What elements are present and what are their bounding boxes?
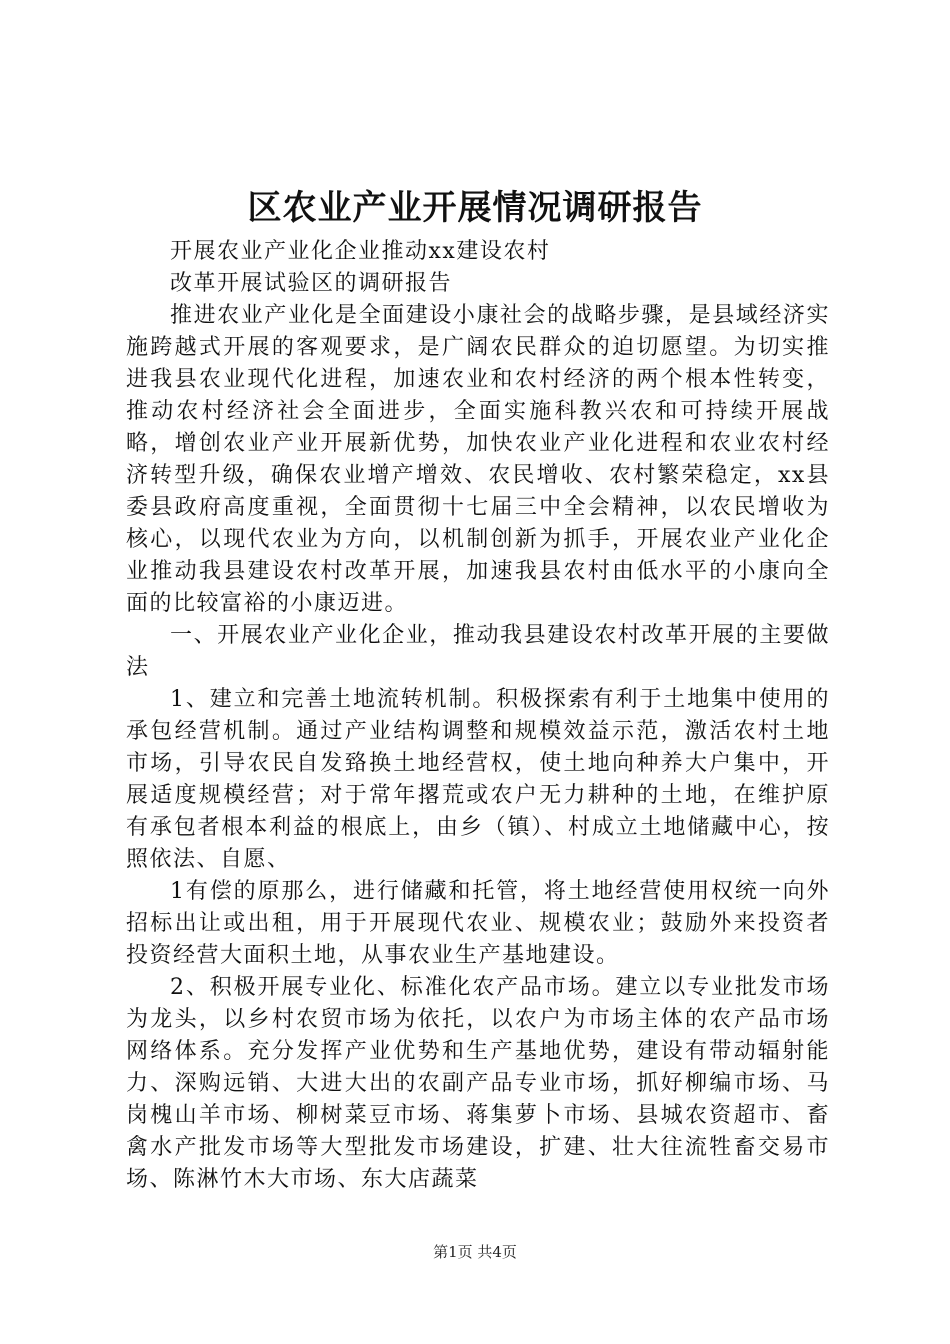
- document-title: 区农业产业开展情况调研报告: [247, 188, 703, 228]
- section-heading-1: 一、开展农业产业化企业，推动我县建设农村改革开展的主要做法: [126, 623, 830, 680]
- subtitle-line-1: 开展农业产业化企业推动xx建设农村: [170, 239, 551, 264]
- intro-paragraph: 推进农业产业化是全面建设小康社会的战略步骤，是县域经济实施跨越式开展的客观要求，是广阔农民群众的迫切愿望。为切实推进我县农业现代化进程，加速农业和农村经济的两个根本性转变，推动农村经济社会全面进步，全面实施科教兴农和可持续开展战略，增创农业产业开展新优势，加快农业产业化进程和农业农村经济转型升级，确保农业增产增效、农民增收、农村繁荣稳定，xx县委县政府高度重视，全面贯彻十七届三中全会精神，以农民增收为核心，以现代农业为方向，以机制创新为抓手，开展农业产业化企业推动我县建设农村改革开展，加速我县农村由低水平的小康向全面的比较富裕的小康迈进。: [126, 303, 830, 616]
- item-2-paragraph: 2、积极开展专业化、标准化农产品市场。建立以专业批发市场为龙头，以乡村农贸市场为依托，以农户为市场主体的农产品市场网络体系。充分发挥产业优势和生产基地优势，建设有带动辐射能力、深购远销、大进大出的农副产品专业市场，抓好柳编市场、马岗槐山羊市场、柳树菜豆市场、蒋集萝卜市场、县城农资超市、畜禽水产批发市场等大型批发市场建设，扩建、壮大往流牲畜交易市场、陈淋竹木大市场、东大店蔬菜: [126, 975, 830, 1192]
- item-1-continued-paragraph: 1有偿的原那么，进行储藏和托管，将土地经营使用权统一向外招标出让或出租，用于开展现代农业、规模农业；鼓励外来投资者投资经营大面积土地，从事农业生产基地建设。: [126, 879, 830, 968]
- subtitle-line-2: 改革开展试验区的调研报告: [170, 271, 453, 296]
- item-1-paragraph: 1、建立和完善土地流转机制。积极探索有利于土地集中使用的承包经营机制。通过产业结构调整和规模效益示范，激活农村土地市场，引导农民自发臵换土地经营权，使土地向种养大户集中，开展适度规模经营；对于常年撂荒或农户无力耕种的土地，在维护原有承包者根本利益的根底上，由乡（镇）、村成立土地储藏中心，按照依法、自愿、: [126, 687, 830, 872]
- document-body: [126, 236, 830, 1196]
- page-number-footer: 第1页 共4页: [433, 1243, 517, 1261]
